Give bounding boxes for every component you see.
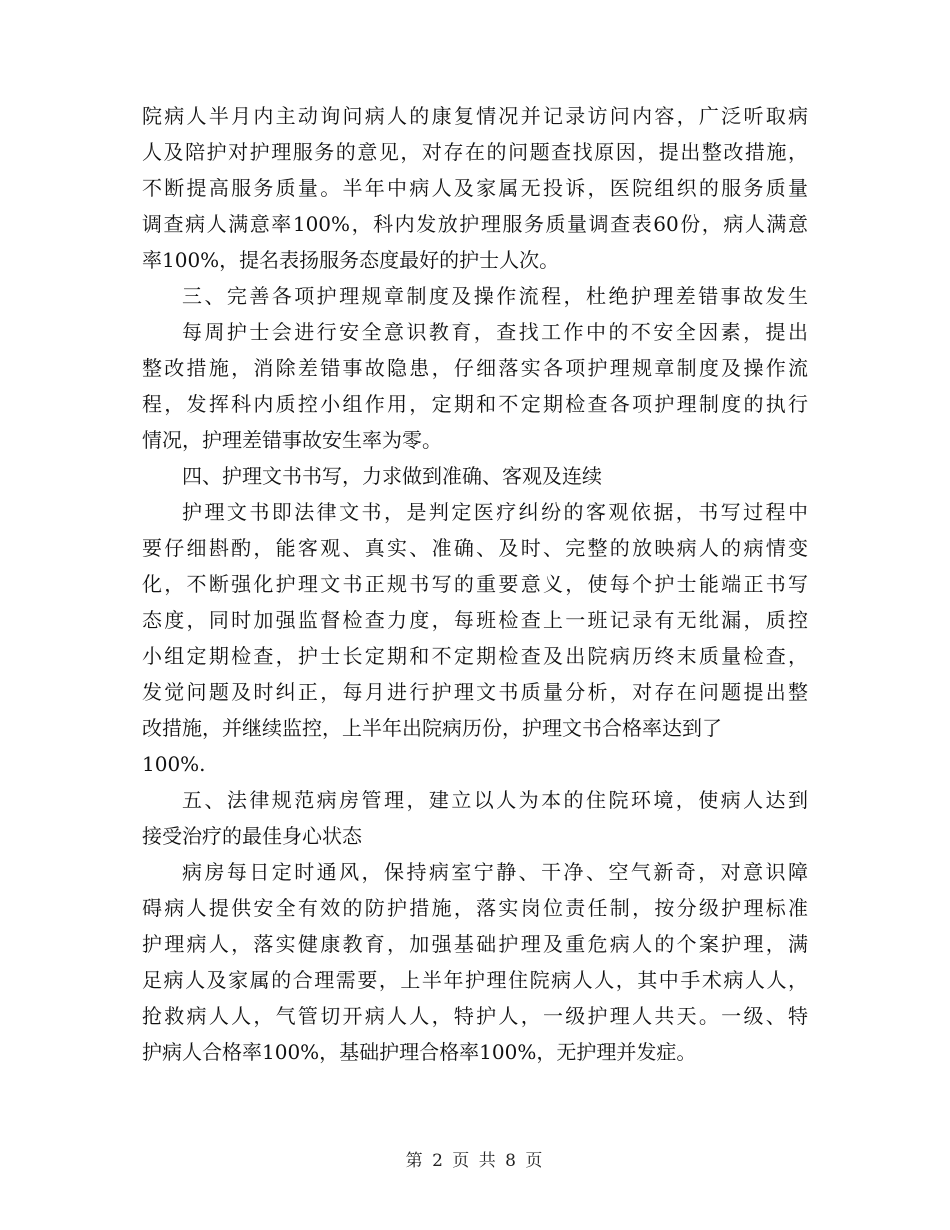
text-line: 人及陪护对护理服务的意见，对存在的问题查找原因，提出整改措施， <box>142 140 808 164</box>
text-line: 抢救病人人，气管切开病人人，特护人，一级护理人共天。一级、特 <box>142 1004 808 1028</box>
text-line: 足病人及家属的合理需要，上半年护理住院病人人，其中手术病人人， <box>142 968 808 992</box>
text-line: 率100%，提名表扬服务态度最好的护士人次。 <box>142 248 560 272</box>
text-line: 每周护士会进行安全意识教育，查找工作中的不安全因素，提出 <box>182 320 808 344</box>
text-line: 发觉问题及时纠正，每月进行护理文书质量分析，对存在问题提出整 <box>142 680 808 704</box>
text-line: 化，不断强化护理文书正规书写的重要意义，使每个护士能端正书写 <box>142 572 808 596</box>
text-line: 护理文书即法律文书，是判定医疗纠纷的客观依据，书写过程中 <box>182 500 808 524</box>
text-line: 态度，同时加强监督检查力度，每班检查上一班记录有无纰漏，质控 <box>142 608 808 632</box>
section-heading-5-cont: 接受治疗的最佳身心状态 <box>142 824 362 848</box>
section-heading-5: 五、法律规范病房管理，建立以人为本的住院环境，使病人达到 <box>182 788 808 812</box>
text-line: 整改措施，消除差错事故隐患，仔细落实各项护理规章制度及操作流 <box>142 356 808 380</box>
section-heading-4: 四、护理文书书写，力求做到准确、客观及连续 <box>182 464 602 488</box>
text-line: 100%. <box>142 752 206 776</box>
text-line: 改措施，并继续监控，上半年出院病历份，护理文书合格率达到了 <box>142 716 722 740</box>
text-line: 要仔细斟酌，能客观、真实、准确、及时、完整的放映病人的病情变 <box>142 536 808 560</box>
text-line: 病房每日定时通风，保持病室宁静、干净、空气新奇，对意识障 <box>182 860 808 884</box>
text-line: 护病人合格率100%，基础护理合格率100%，无护理并发症。 <box>142 1040 697 1064</box>
text-line: 护理病人，落实健康教育，加强基础护理及重危病人的个案护理，满 <box>142 932 808 956</box>
text-line: 小组定期检查，护士长定期和不定期检查及出院病历终末质量检查， <box>142 644 808 668</box>
text-line: 不断提高服务质量。半年中病人及家属无投诉，医院组织的服务质量 <box>142 176 808 200</box>
text-line: 碍病人提供安全有效的防护措施，落实岗位责任制，按分级护理标准 <box>142 896 808 920</box>
section-heading-3: 三、完善各项护理规章制度及操作流程，杜绝护理差错事故发生 <box>182 284 808 308</box>
text-line: 院病人半月内主动询问病人的康复情况并记录访问内容，广泛听取病 <box>142 104 808 128</box>
page-number-footer: 第 2 页 共 8 页 <box>405 1151 545 1171</box>
text-line: 程，发挥科内质控小组作用，定期和不定期检查各项护理制度的执行 <box>142 392 808 416</box>
text-line: 调查病人满意率100%，科内发放护理服务质量调查表60份，病人满意 <box>142 212 808 236</box>
text-line: 情况，护理差错事故安生率为零。 <box>142 428 442 452</box>
body-text <box>142 98 808 1070</box>
